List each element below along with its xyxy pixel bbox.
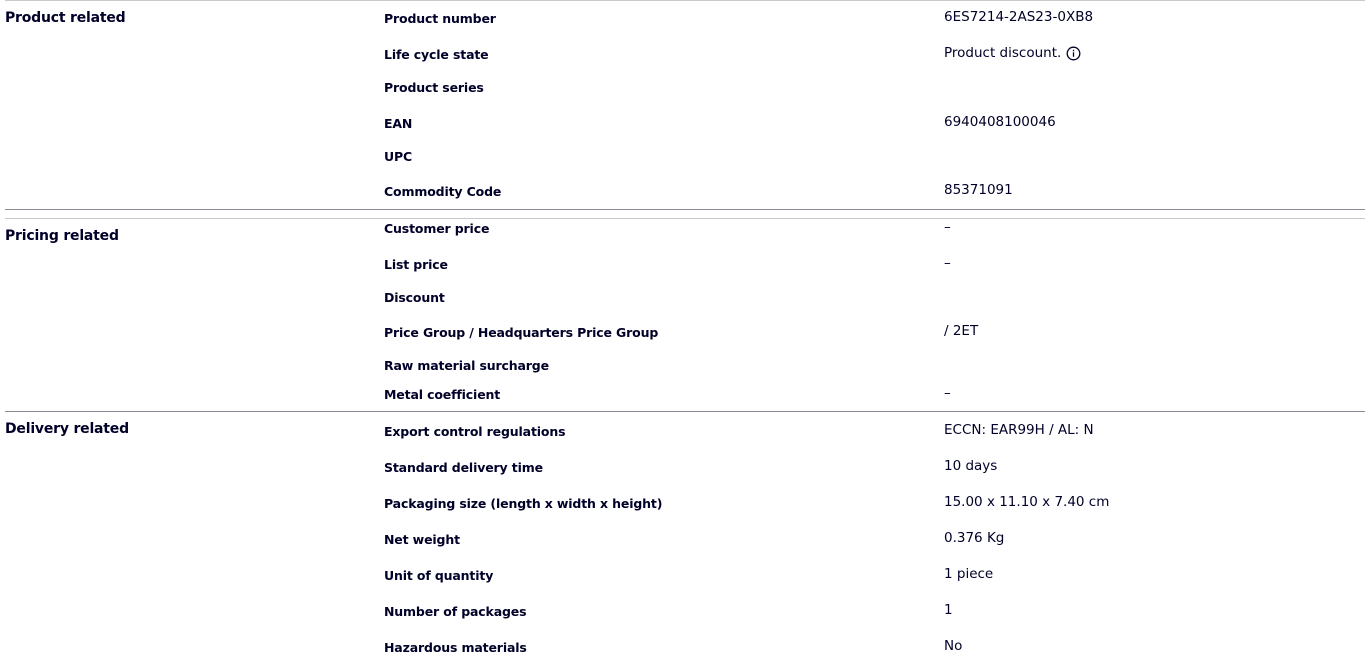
list-price-label: List price	[384, 257, 448, 272]
price-group-label: Price Group / Headquarters Price Group	[384, 325, 659, 340]
commodity-code-value: 85371091	[944, 182, 1013, 198]
commodity-code-label: Commodity Code	[384, 184, 502, 199]
unit-of-quantity-value: 1 piece	[944, 566, 994, 582]
life-cycle-state-value-wrap	[944, 45, 1081, 61]
standard-delivery-time-label: Standard delivery time	[384, 460, 543, 475]
section-divider	[5, 209, 1365, 210]
ean-label: EAN	[384, 116, 413, 131]
product-number-value: 6ES7214-2AS23-0XB8	[944, 9, 1094, 25]
product-series-label: Product series	[384, 80, 484, 95]
life-cycle-state-label: Life cycle state	[384, 47, 489, 62]
life-cycle-state-value: Product discount.	[944, 45, 1062, 61]
hazardous-materials-value: No	[944, 638, 963, 654]
packaging-size-value: 15.00 x 11.10 x 7.40 cm	[944, 494, 1110, 510]
customer-price-value: –	[944, 219, 951, 235]
export-control-label: Export control regulations	[384, 424, 566, 439]
discount-label: Discount	[384, 290, 445, 305]
metal-coefficient-value: –	[944, 385, 951, 401]
product-related-section	[5, 0, 1365, 209]
price-group-value: / 2ET	[944, 323, 979, 339]
number-of-packages-label: Number of packages	[384, 604, 527, 619]
hazardous-materials-label: Hazardous materials	[384, 640, 527, 655]
customer-price-label: Customer price	[384, 221, 490, 236]
info-circle-icon[interactable]	[1066, 46, 1081, 61]
standard-delivery-time-value: 10 days	[944, 458, 998, 474]
net-weight-value: 0.376 Kg	[944, 530, 1005, 546]
packaging-size-label: Packaging size (length x width x height)	[384, 496, 663, 511]
section-title: Pricing related	[5, 228, 119, 244]
pricing-related-section	[5, 218, 1365, 411]
export-control-value: ECCN: EAR99H / AL: N	[944, 422, 1094, 438]
unit-of-quantity-label: Unit of quantity	[384, 568, 494, 583]
metal-coefficient-label: Metal coefficient	[384, 387, 501, 402]
upc-label: UPC	[384, 149, 413, 164]
section-title: Product related	[5, 10, 126, 26]
net-weight-label: Net weight	[384, 532, 460, 547]
number-of-packages-value: 1	[944, 602, 953, 618]
delivery-related-section	[5, 411, 1365, 663]
raw-material-surcharge-label: Raw material surcharge	[384, 358, 549, 373]
product-number-label: Product number	[384, 11, 496, 26]
list-price-value: –	[944, 255, 951, 271]
ean-value: 6940408100046	[944, 114, 1056, 130]
section-title: Delivery related	[5, 421, 129, 437]
